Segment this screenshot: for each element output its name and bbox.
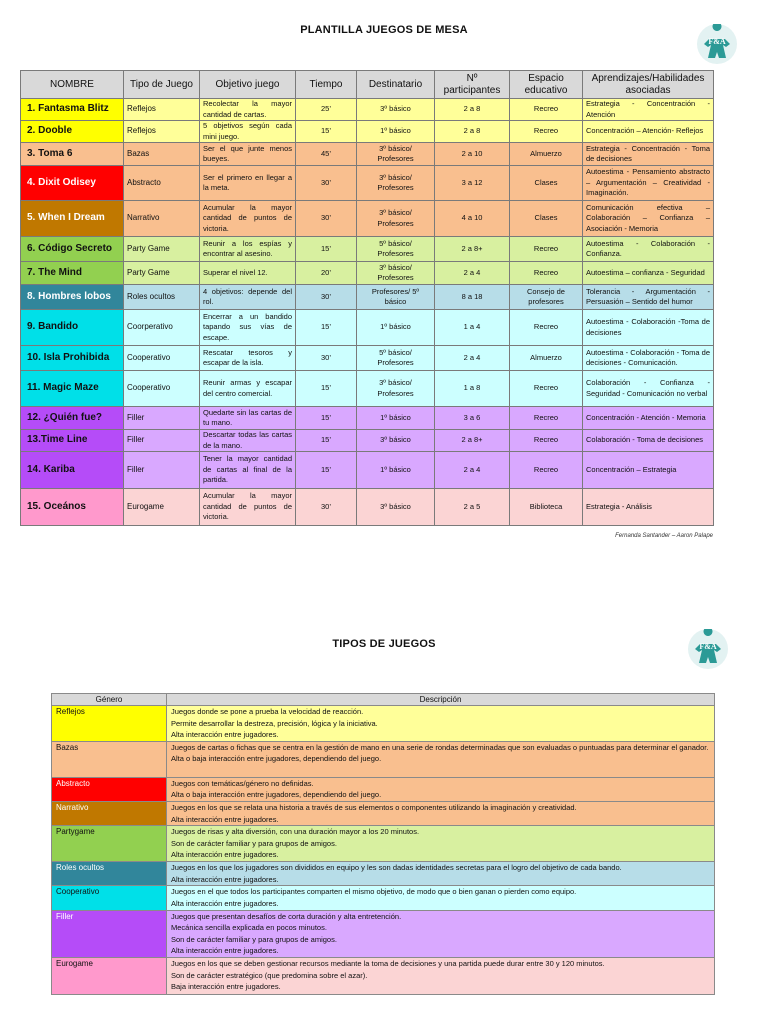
type-genre: Bazas: [52, 741, 167, 777]
logo: [697, 24, 737, 64]
game-participants: 2 a 8+: [435, 237, 510, 262]
game-time: 20’: [296, 262, 357, 285]
type-genre: Eurogame: [52, 957, 167, 994]
game-space: Biblioteca: [510, 489, 583, 526]
game-row: [21, 310, 714, 346]
game-participants: 1 a 8: [435, 371, 510, 407]
types-header-row: [52, 694, 715, 706]
game-time: 30’: [296, 166, 357, 201]
game-space: Recreo: [510, 371, 583, 407]
description-line: Alta interacción entre jugadores.: [171, 814, 279, 824]
description-line: Juegos donde se pone a prueba la velocidad de reacción.: [171, 707, 364, 716]
description-line: Son de carácter familiar y para grupos de amigos.: [171, 934, 337, 944]
game-name: 15. Oceános: [21, 489, 124, 526]
game-time: 30’: [296, 201, 357, 237]
col-genero: Género: [52, 694, 167, 706]
game-target: 3º básico: [357, 430, 435, 452]
col-participantes: Nº participantes: [435, 71, 510, 99]
game-skills: Autoestima - Colaboración - Confianza.: [583, 237, 714, 262]
game-target: 1º básico: [357, 452, 435, 489]
game-participants: 2 a 8: [435, 99, 510, 121]
game-row: [21, 143, 714, 166]
game-objective: Acumular la mayor cantidad de puntos de victoria.: [200, 201, 296, 237]
game-type: Cooperativo: [124, 371, 200, 407]
type-row: [52, 957, 715, 994]
game-target: 3º básico: [357, 99, 435, 121]
game-type: Cooperativo: [124, 346, 200, 371]
game-time: 30’: [296, 285, 357, 310]
game-skills: Tolerancia - Argumentación - Persuasión – Sentido del humor: [583, 285, 714, 310]
game-time: 45’: [296, 143, 357, 166]
game-time: 15’: [296, 121, 357, 143]
col-objetivo: Objetivo juego: [200, 71, 296, 99]
game-row: [21, 237, 714, 262]
type-row: [52, 706, 715, 742]
type-row: [52, 862, 715, 886]
game-participants: 3 a 12: [435, 166, 510, 201]
game-time: 15’: [296, 407, 357, 430]
game-name: 9. Bandido: [21, 310, 124, 346]
type-row: [52, 910, 715, 957]
game-space: Almuerzo: [510, 143, 583, 166]
type-genre: Partygame: [52, 826, 167, 862]
game-row: [21, 452, 714, 489]
game-row: [21, 99, 714, 121]
game-participants: 2 a 4: [435, 262, 510, 285]
description-line: Alta interacción entre jugadores.: [171, 946, 279, 956]
type-description: [167, 826, 715, 862]
page-title: PLANTILLA JUEGOS DE MESA: [300, 24, 468, 36]
game-time: 30’: [296, 489, 357, 526]
game-row: [21, 371, 714, 407]
game-target: 3º básico/ Profesores: [357, 166, 435, 201]
type-description: [167, 801, 715, 825]
game-time: 15’: [296, 371, 357, 407]
description-line: Baja interacción entre jugadores.: [171, 982, 281, 992]
game-row: [21, 262, 714, 285]
game-participants: 2 a 8: [435, 121, 510, 143]
type-description: [167, 957, 715, 994]
description-line: Alta interacción entre jugadores.: [171, 874, 279, 884]
game-objective: Reunir a los espías y encontrar al asesino.: [200, 237, 296, 262]
description-line: Juegos de risas y alta diversión, con una duración mayor a los 20 minutos.: [171, 827, 420, 837]
game-skills: Autoestima – confianza - Seguridad: [583, 262, 714, 285]
game-type: Filler: [124, 407, 200, 430]
description-line: Son de carácter estratégico (que predomina sobre el azar).: [171, 970, 368, 980]
game-skills: Concentración - Atención - Memoria: [583, 407, 714, 430]
game-space: Clases: [510, 201, 583, 237]
game-type: Roles ocultos: [124, 285, 200, 310]
game-name: 2. Dooble: [21, 121, 124, 143]
game-objective: Ser el que junte menos bueyes.: [200, 143, 296, 166]
game-name: 7. The Mind: [21, 262, 124, 285]
game-space: Recreo: [510, 237, 583, 262]
game-name: 6. Código Secreto: [21, 237, 124, 262]
description-line: Juegos en los que se deben gestionar recursos mediante la toma de decisiones y una partida puede durar entre 30 y 120 minutos.: [171, 958, 605, 968]
description-line: Alta o baja interacción entre jugadores, dependiendo del juego.: [171, 754, 382, 764]
description-line: Juegos en los que se relata una historia a través de sus elementos o componentes utilizando la imaginación y creatividad.: [171, 802, 577, 812]
game-space: Almuerzo: [510, 346, 583, 371]
game-time: 15’: [296, 310, 357, 346]
col-tiempo: Tiempo: [296, 71, 357, 99]
description-line: Son de carácter familiar y para grupos de amigos.: [171, 838, 337, 848]
logo-text: F&A: [699, 642, 717, 651]
game-target: 3º básico/ Profesores: [357, 201, 435, 237]
game-time: 30’: [296, 346, 357, 371]
type-description: [167, 777, 715, 801]
game-skills: Comunicación efectiva – Colaboración – Confianza – Asociación - Memoria: [583, 201, 714, 237]
game-skills: Colaboración - Toma de decisiones: [583, 430, 714, 452]
type-row: [52, 741, 715, 777]
game-target: 3º básico/ Profesores: [357, 143, 435, 166]
game-objective: Rescatar tesoros y escapar de la isla.: [200, 346, 296, 371]
logo-text: F&A: [708, 37, 726, 46]
credit: Fernanda Santander – Aaron Palape: [615, 533, 713, 539]
section-title: TIPOS DE JUEGOS: [332, 638, 436, 650]
game-participants: 3 a 6: [435, 407, 510, 430]
game-participants: 4 a 10: [435, 201, 510, 237]
description-line: Alta o baja interacción entre jugadores, dependiendo del juego.: [171, 790, 382, 800]
description-line: Permite desarrollar la destreza, precisión, lógica y la iniciativa.: [171, 718, 378, 728]
game-name: 4. Dixit Odisey: [21, 166, 124, 201]
game-name: 14. Kariba: [21, 452, 124, 489]
description-line: Juegos en el que todos los participantes comparten el mismo objetivo, de modo que o bien ganan o pierden como equipo.: [171, 887, 577, 897]
game-objective: Tener la mayor cantidad de cartas al final de la partida.: [200, 452, 296, 489]
col-tipo: Tipo de Juego: [124, 71, 200, 99]
game-target: 5º básico/ Profesores: [357, 346, 435, 371]
game-skills: Concentración – Estrategia: [583, 452, 714, 489]
col-aprendizajes: Aprendizajes/Habilidades asociadas: [583, 71, 714, 99]
type-description: [167, 706, 715, 742]
game-space: Recreo: [510, 99, 583, 121]
game-name: 8. Hombres lobos: [21, 285, 124, 310]
game-name: 12. ¿Quién fue?: [21, 407, 124, 430]
game-name: 5. When I Dream: [21, 201, 124, 237]
game-objective: Recolectar la mayor cantidad de cartas.: [200, 99, 296, 121]
game-objective: Acumular la mayor cantidad de puntos de victoria.: [200, 489, 296, 526]
game-row: [21, 121, 714, 143]
game-type: Party Game: [124, 237, 200, 262]
game-type: Reflejos: [124, 99, 200, 121]
type-genre: Filler: [52, 910, 167, 957]
game-name: 10. Isla Prohibida: [21, 346, 124, 371]
game-space: Recreo: [510, 452, 583, 489]
game-type: Filler: [124, 430, 200, 452]
game-target: 1º básico: [357, 407, 435, 430]
game-skills: Estrategia - Concentración - Toma de decisiones: [583, 143, 714, 166]
game-participants: 2 a 8+: [435, 430, 510, 452]
game-time: 15’: [296, 452, 357, 489]
game-target: 5º básico/ Profesores: [357, 237, 435, 262]
games-header-row: [21, 71, 714, 99]
game-type: Coorperativo: [124, 310, 200, 346]
col-espacio: Espacio educativo: [510, 71, 583, 99]
game-participants: 2 a 4: [435, 452, 510, 489]
game-time: 25’: [296, 99, 357, 121]
type-genre: Reflejos: [52, 706, 167, 742]
game-skills: Estrategia - Análisis: [583, 489, 714, 526]
game-participants: 2 a 4: [435, 346, 510, 371]
description-line: Juegos con temáticas/género no definidas.: [171, 778, 314, 788]
game-type: Narrativo: [124, 201, 200, 237]
type-genre: Roles ocultos: [52, 862, 167, 886]
game-type: Eurogame: [124, 489, 200, 526]
description-line: Alta interacción entre jugadores.: [171, 898, 279, 908]
game-objective: Ser el primero en llegar a la meta.: [200, 166, 296, 201]
game-space: Recreo: [510, 262, 583, 285]
game-target: Profesores/ 5º básico: [357, 285, 435, 310]
type-genre: Narrativo: [52, 801, 167, 825]
game-target: 3º básico/ Profesores: [357, 262, 435, 285]
game-type: Filler: [124, 452, 200, 489]
game-row: [21, 166, 714, 201]
game-row: [21, 430, 714, 452]
game-space: Consejo de profesores: [510, 285, 583, 310]
game-skills: Estrategia - Concentración - Atención: [583, 99, 714, 121]
game-name: 11. Magic Maze: [21, 371, 124, 407]
game-target: 3º básico/ Profesores: [357, 371, 435, 407]
game-objective: 4 objetivos: depende del rol.: [200, 285, 296, 310]
game-participants: 8 a 18: [435, 285, 510, 310]
type-description: [167, 862, 715, 886]
game-name: 13.Time Line: [21, 430, 124, 452]
type-row: [52, 777, 715, 801]
game-row: [21, 346, 714, 371]
game-time: 15’: [296, 430, 357, 452]
game-type: Reflejos: [124, 121, 200, 143]
game-space: Recreo: [510, 310, 583, 346]
type-row: [52, 826, 715, 862]
game-space: Clases: [510, 166, 583, 201]
game-row: [21, 407, 714, 430]
type-description: [167, 741, 715, 777]
type-genre: Cooperativo: [52, 886, 167, 910]
game-target: 1º básico: [357, 121, 435, 143]
games-table: [20, 70, 714, 526]
game-target: 1º básico: [357, 310, 435, 346]
game-participants: 1 a 4: [435, 310, 510, 346]
description-line: Alta interacción entre jugadores.: [171, 850, 279, 860]
game-type: Abstracto: [124, 166, 200, 201]
game-space: Recreo: [510, 407, 583, 430]
game-row: [21, 201, 714, 237]
game-objective: Superar el nivel 12.: [200, 262, 296, 285]
game-participants: 2 a 10: [435, 143, 510, 166]
description-line: Juegos que presentan desafíos de corta duración y alta entretención.: [171, 911, 402, 921]
game-target: 3º básico: [357, 489, 435, 526]
type-row: [52, 886, 715, 910]
game-objective: Encerrar a un bandido tapando sus vías de escape.: [200, 310, 296, 346]
game-name: 3. Toma 6: [21, 143, 124, 166]
game-type: Bazas: [124, 143, 200, 166]
type-description: [167, 886, 715, 910]
game-name: 1. Fantasma Blitz: [21, 99, 124, 121]
game-objective: Reunir armas y escapar del centro comercial.: [200, 371, 296, 407]
description-line: Mecánica sencilla explicada en pocos minutos.: [171, 923, 327, 933]
game-skills: Autoestima - Pensamiento abstracto – Argumentación – Creatividad - Imaginación.: [583, 166, 714, 201]
types-table: [51, 693, 715, 995]
description-line: Juegos en los que los jugadores son divididos en equipo y les son dadas identidades secretas para el logro del objetivo de cada bando.: [171, 863, 622, 873]
game-skills: Autoestima - Colaboración - Toma de decisiones - Comunicación.: [583, 346, 714, 371]
game-skills: Colaboración - Confianza - Seguridad - Comunicación no verbal: [583, 371, 714, 407]
type-genre: Abstracto: [52, 777, 167, 801]
col-destinatario: Destinatario: [357, 71, 435, 99]
description-line: Alta interacción entre jugadores.: [171, 730, 279, 740]
type-description: [167, 910, 715, 957]
game-space: Recreo: [510, 430, 583, 452]
game-space: Recreo: [510, 121, 583, 143]
game-skills: Concentración – Atención- Reflejos: [583, 121, 714, 143]
game-skills: Autoestima - Colaboración -Toma de decisiones: [583, 310, 714, 346]
logo-2: [688, 629, 728, 669]
game-row: [21, 285, 714, 310]
description-line: Juegos de cartas o fichas que se centra en la gestión de mano en una serie de rondas determinadas que son evaluadas o puntuadas para determinar el ganador.: [171, 742, 709, 752]
game-time: 15’: [296, 237, 357, 262]
game-participants: 2 a 5: [435, 489, 510, 526]
game-objective: Descartar todas las cartas de la mano.: [200, 430, 296, 452]
type-row: [52, 801, 715, 825]
col-nombre: NOMBRE: [21, 71, 124, 99]
game-objective: 5 objetivos según cada mini juego.: [200, 121, 296, 143]
game-objective: Quedarte sin las cartas de tu mano.: [200, 407, 296, 430]
col-descripcion: Descripción: [167, 694, 715, 706]
game-type: Party Game: [124, 262, 200, 285]
game-row: [21, 489, 714, 526]
